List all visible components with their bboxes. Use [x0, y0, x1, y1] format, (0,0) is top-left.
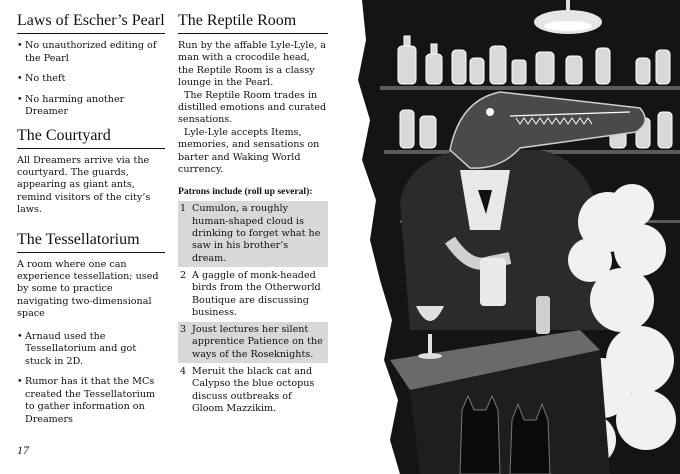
list-item: • Rumor has it that the MCs created the Tessellatorium to gather information on Dreamers [17, 376, 165, 426]
list-item: • No unauthorized editing of the Pearl [17, 40, 165, 65]
reptile-room-heading: The Reptile Room [178, 12, 328, 34]
bottle-icon [536, 296, 550, 334]
roll-number: 2 [180, 269, 187, 281]
courtyard-body: All Dreamers arrive via the courtyard. The guards, appearing as giant ants, remind visitors of the city’s laws. [17, 154, 151, 216]
roll-number: 3 [180, 324, 187, 336]
list-item: • Arnaud used the Tessellatorium and got stuck in 2D. [17, 331, 165, 369]
table-row [178, 364, 328, 417]
roll-text: Joust lectures her silent apprentice Patience on the ways of the Roseknights. [192, 324, 323, 360]
list-item: • No theft [17, 73, 165, 86]
tessellatorium-section [17, 231, 165, 427]
roll-number: 1 [180, 203, 187, 215]
table-row [178, 201, 328, 266]
patrons-heading: Patrons include (roll up several): [178, 186, 313, 198]
tessellatorium-list [17, 331, 165, 427]
courtyard-section [17, 127, 165, 217]
tessellatorium-heading: The Tessellatorium [17, 231, 165, 253]
roll-text: A gaggle of monk-headed birds from the Otherworld Boutique are discussing business. [192, 269, 321, 318]
patrons-roll-table [178, 201, 328, 417]
table-row [178, 268, 328, 321]
laws-section [17, 12, 165, 119]
tessellatorium-body: A room where one can experience tessellation; used by some to practice navigating two-dimensional space [17, 258, 159, 320]
reptile-room-paragraph: Run by the affable Lyle-Lyle, a man with a crocodile head, the Reptile Room is a classy lounge in the Pearl. [178, 40, 326, 89]
left-column [17, 12, 165, 434]
crocodile-bartender-illustration [340, 0, 680, 474]
roll-text: Meruit the black cat and Calypso the blue octopus discuss outbreaks of Gloom Mazzikim. [192, 366, 315, 414]
roll-text: Cumulon, a roughly human-shaped cloud is drinking to forget what he saw in his brother’s dream. [192, 203, 321, 264]
reptile-room-paragraph: The Reptile Room trades in distilled emotions and curated sensations. [178, 89, 327, 126]
reptile-room-paragraph: Lyle-Lyle accepts Items, memories, and sensations on barter and Waking World currency. [178, 126, 320, 176]
page-number: 17 [17, 443, 29, 457]
right-column [178, 12, 328, 418]
table-row [178, 322, 328, 363]
laws-heading: Laws of Escher’s Pearl [17, 12, 165, 34]
list-item: • No harming another Dreamer [17, 94, 165, 119]
courtyard-heading: The Courtyard [17, 127, 165, 149]
roll-number: 4 [180, 366, 187, 378]
laws-list [17, 40, 165, 119]
reptile-room-section [178, 12, 328, 417]
